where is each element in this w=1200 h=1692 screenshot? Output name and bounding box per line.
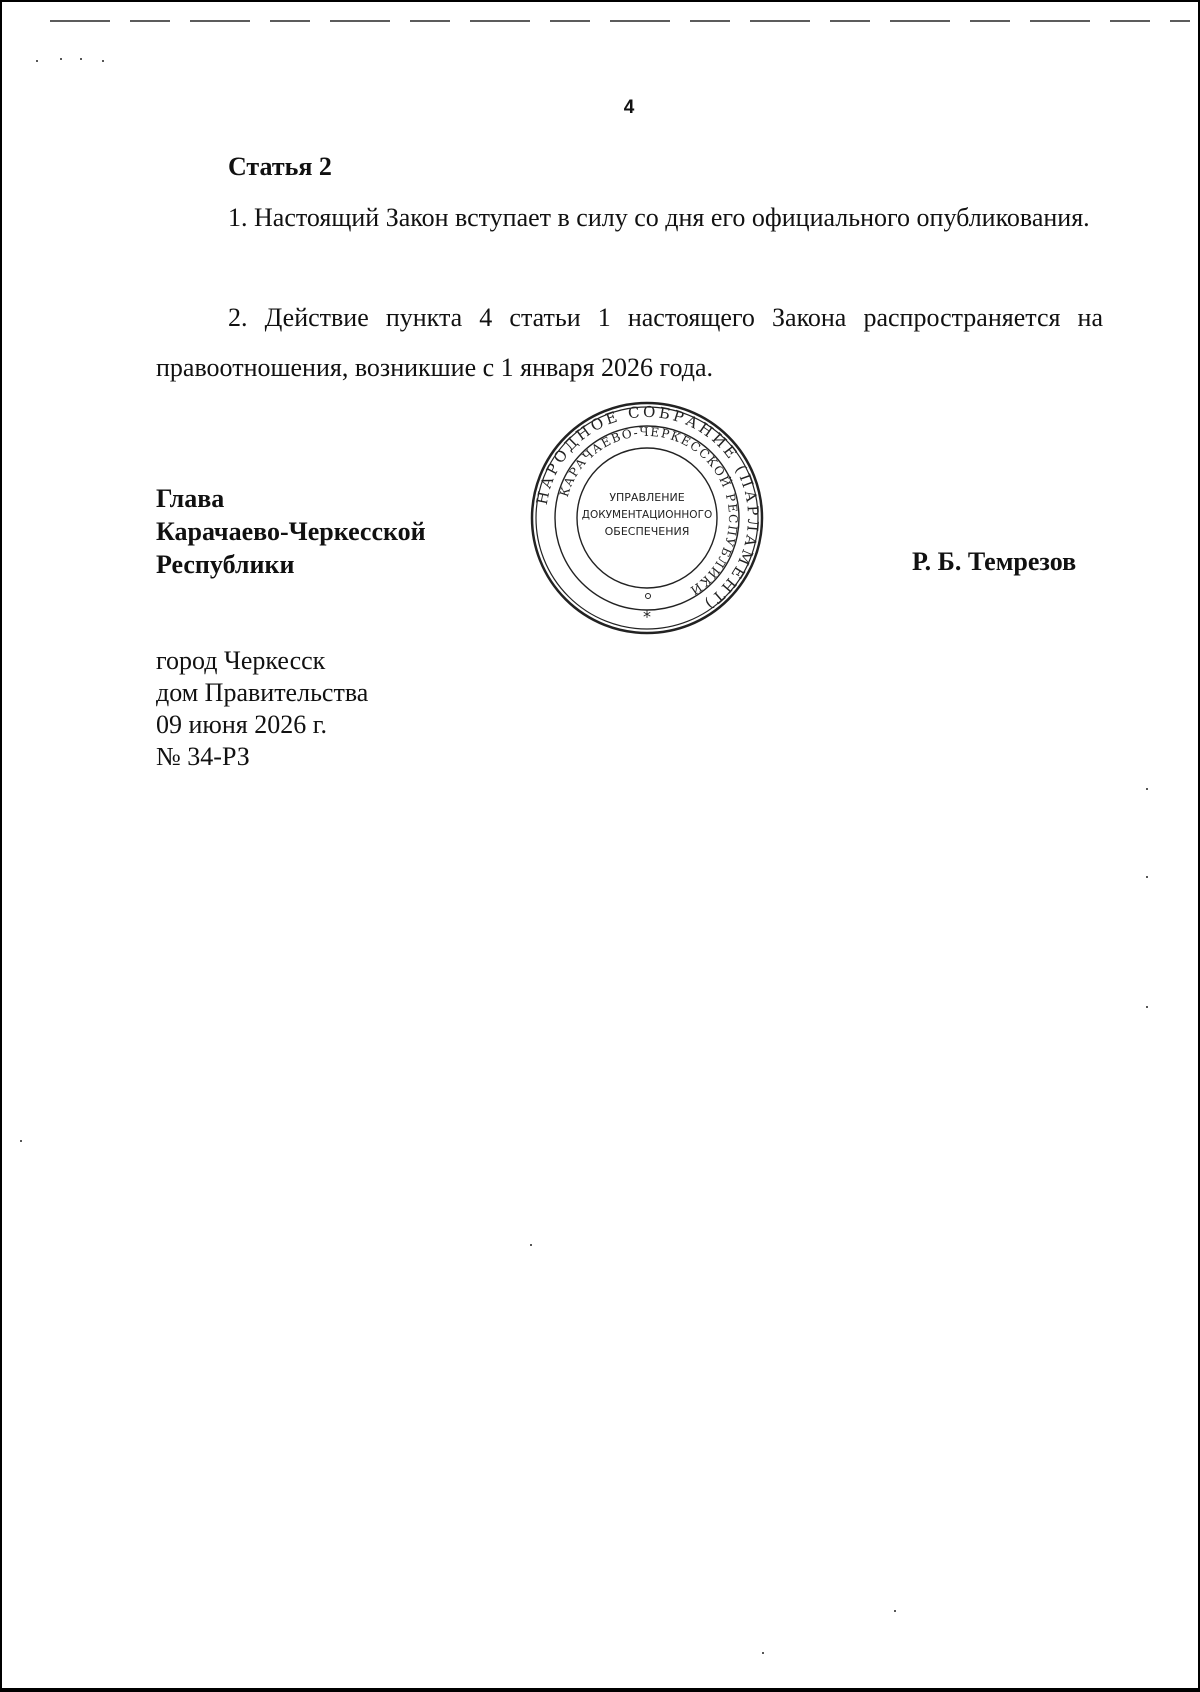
article-paragraph-2: 2. Действие пункта 4 статьи 1 настоящего Закона распространяется на правоотношения, возникшие с 1 января 2026 года. [156,303,1103,382]
place-and-date-block [156,645,368,773]
place-line: дом Правительства [156,678,369,707]
scan-dash-artifact [50,20,1190,22]
scan-edge-top [0,0,1200,2]
scan-speck [530,1244,532,1246]
stamp-outer-text: НАРОДНОЕ СОБРАНИЕ (ПАРЛАМЕНТ) [532,402,763,615]
signatory-position-line: Республики [156,550,295,579]
scan-speck [102,60,104,62]
signatory-position-line: Глава [156,484,225,513]
stamp-dot-icon [646,594,651,599]
official-stamp [527,400,767,636]
signatory-name: Р. Б. Темрезов [912,547,1077,576]
scan-edge-left [0,0,2,1692]
scan-speck [762,1652,764,1654]
place-line: город Черкесск [156,646,326,675]
signatory-position [156,482,426,581]
scan-speck [1146,876,1148,878]
scan-speck [20,1140,22,1142]
stamp-star-icon: * [643,607,651,626]
scan-speck [894,1610,896,1612]
scan-speck [36,60,38,62]
scan-speck [1146,1006,1148,1008]
law-number: № 34-РЗ [156,742,250,771]
signatory-position-line: Карачаево-Черкесской [156,517,426,546]
stamp-center-line: ДОКУМЕНТАЦИОННОГО [581,509,713,521]
stamp-center-line: ОБЕСПЕЧЕНИЯ [604,525,690,538]
stamp-center-line: УПРАВЛЕНИЕ [609,491,685,504]
article-paragraph-1: 1. Настоящий Закон вступает в силу со дня его официального опубликования. [228,203,1090,232]
scan-speck [80,58,82,60]
page-number: 4 [623,97,635,118]
scan-speck [1146,788,1148,790]
article-title: Статья 2 [228,152,332,181]
stamp-inner-ring-text: КАРАЧАЕВО-ЧЕРКЕССКОЙ РЕСПУБЛИКИ [556,424,741,599]
scan-speck [60,58,62,60]
date-line: 09 июня 2026 г. [156,710,327,739]
scan-edge-bottom [0,1688,1200,1692]
